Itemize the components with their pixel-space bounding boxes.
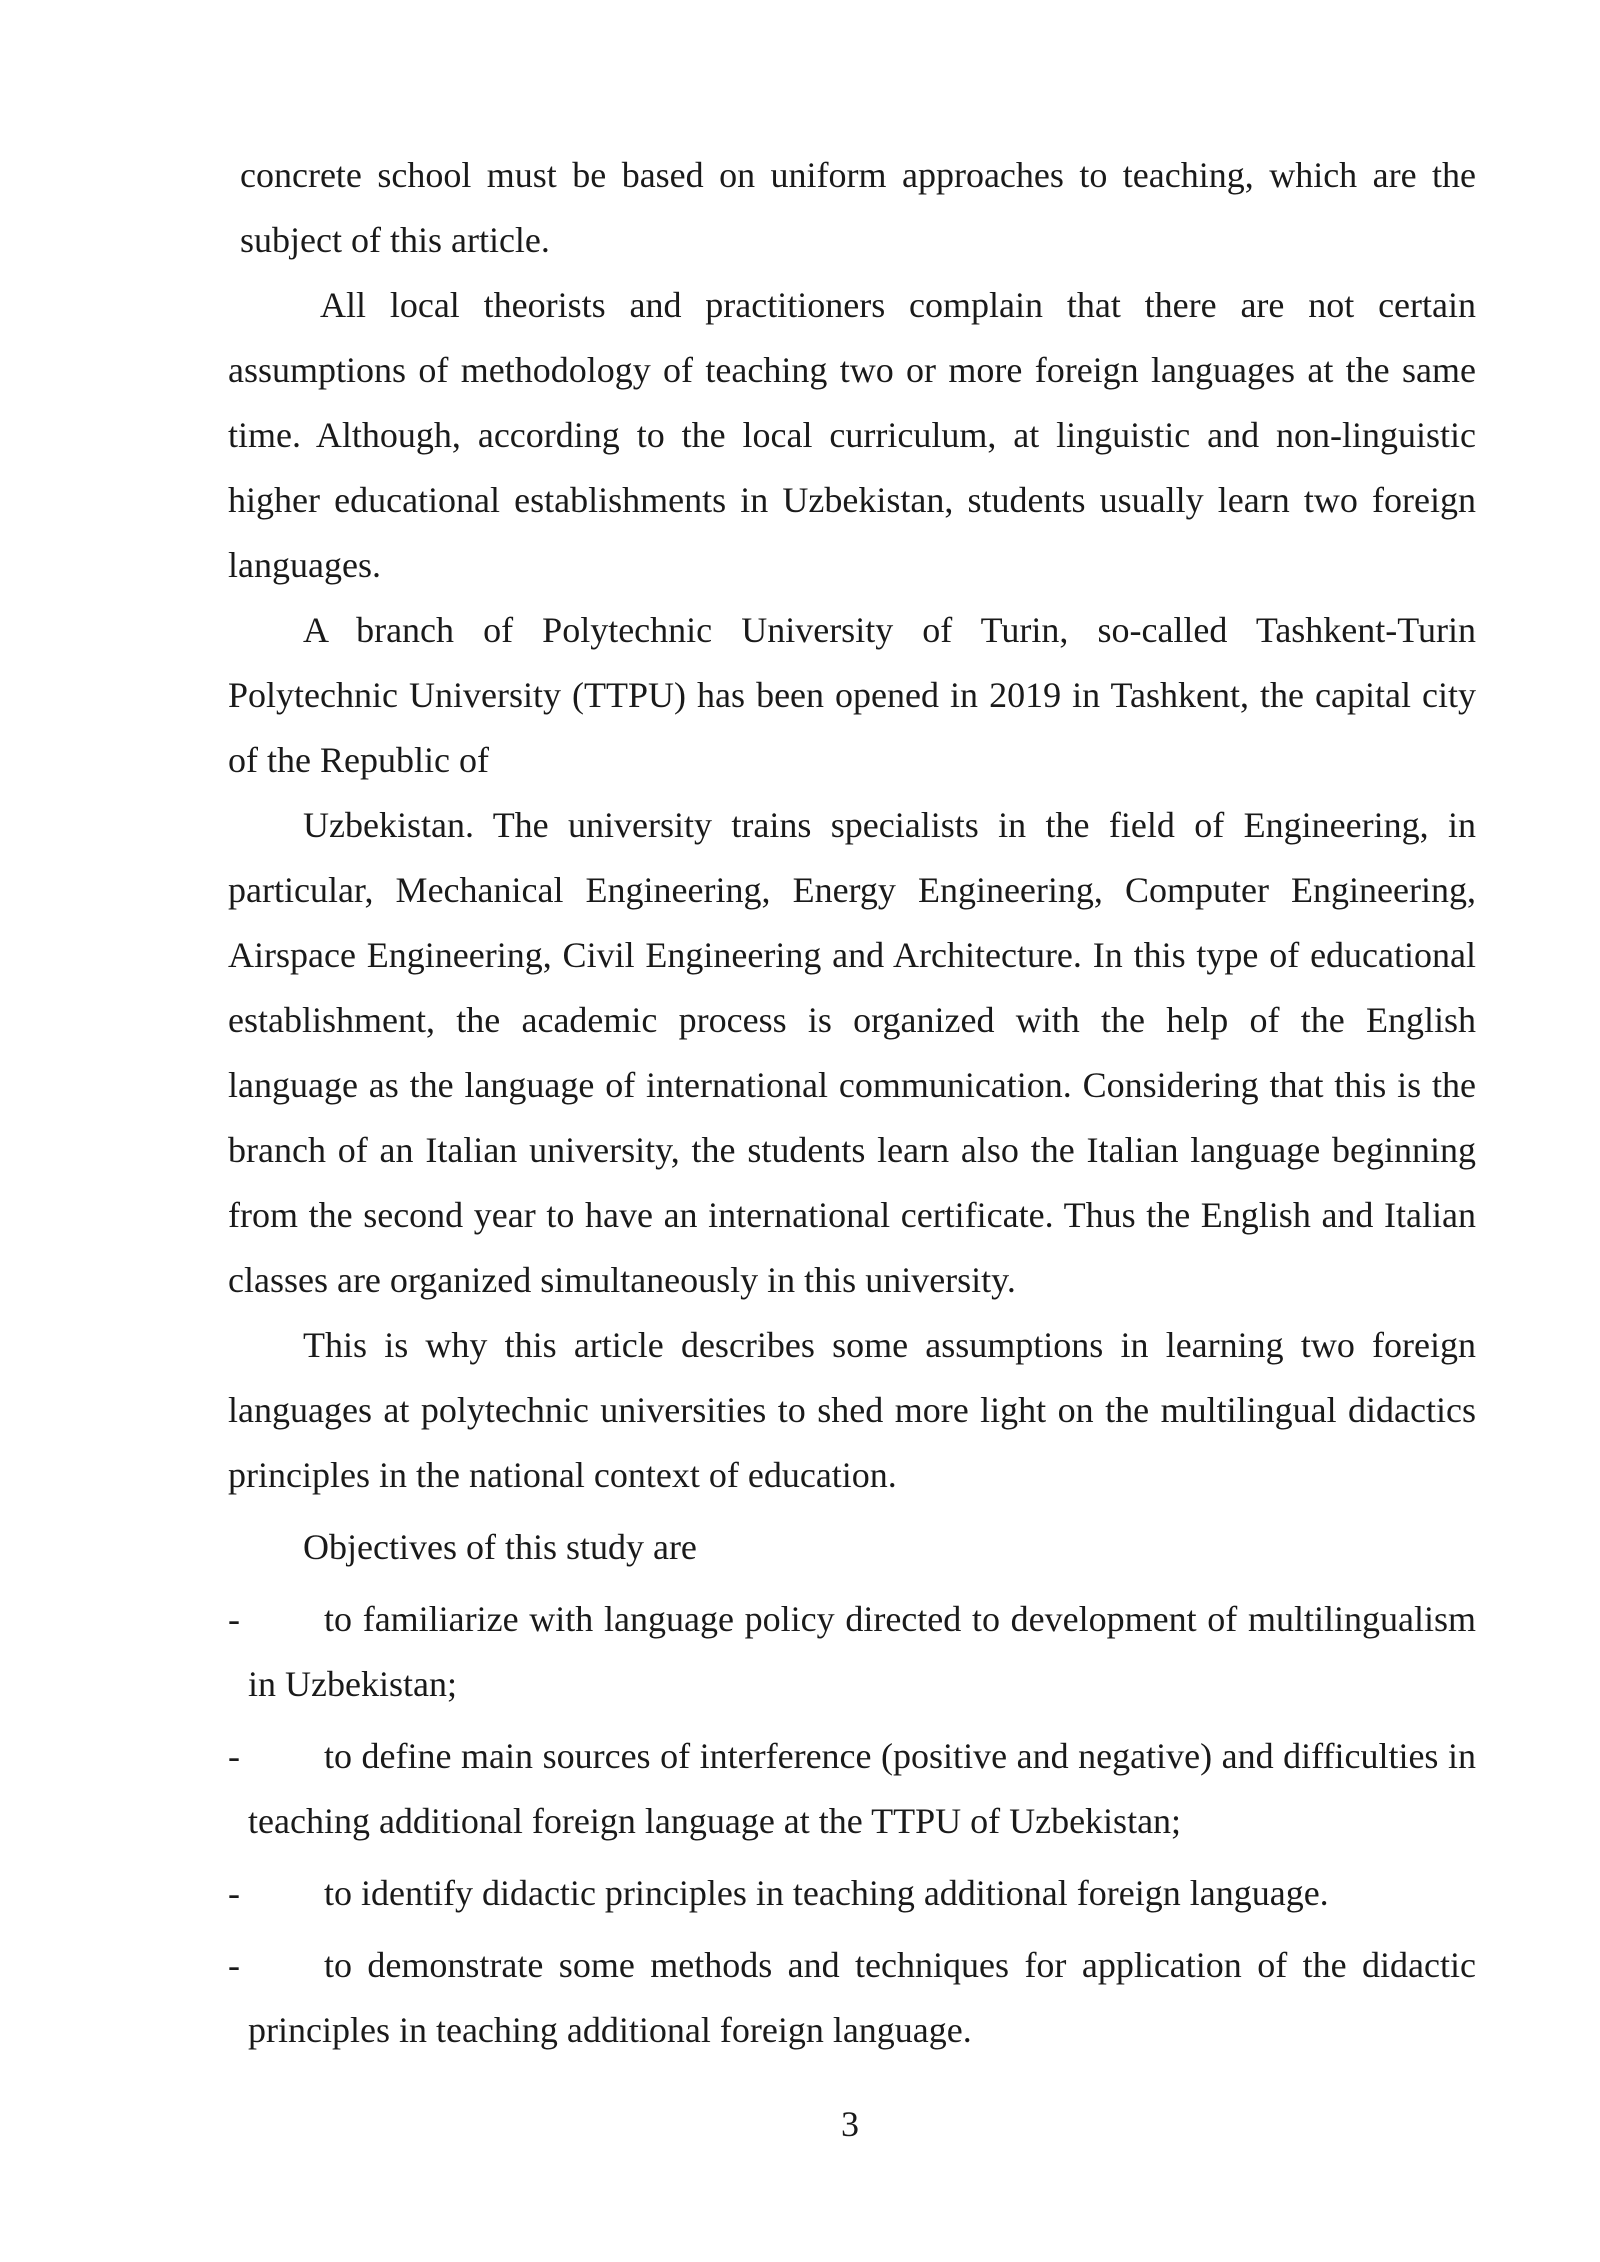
paragraph-4	[228, 1313, 1476, 1508]
paragraph-text: This is why this article describes some assumptions in learning two foreign languages at polytechnic universities to shed more light on the multilingual didactics principles in the national context of education.	[228, 1325, 1476, 1495]
objectives-intro	[228, 1515, 1476, 1580]
list-item-text: to familiarize with language policy directed to development of multilingualism in Uzbekistan;	[248, 1599, 1476, 1704]
paragraph-text: Objectives of this study are	[303, 1527, 697, 1567]
list-item	[228, 1933, 1476, 2063]
paragraph-text: concrete school must be based on uniform approaches to teaching, which are the subject of this article.	[240, 155, 1476, 260]
paragraph-text: Uzbekistan. The university trains specialists in the field of Engineering, in particular, Mechanical Engineering, Energy Engineering, Computer Engineering, Airspace Engineering, Civil Engineering and Architecture. In this type of educational establishment, the academic process is organized with the help of the English language as the language of international communication. Considering that this is the branch of an Italian university, the students learn also the Italian language beginning from the second year to have an international certificate. Thus the English and Italian classes are organized simultaneously in this university.	[228, 805, 1476, 1300]
paragraph-text: All local theorists and practitioners complain that there are not certain assumptions of methodology of teaching two or more foreign languages at the same time. Although, according to the local curriculum, at linguistic and non-linguistic higher educational establishments in Uzbekistan, students usually learn two foreign languages.	[228, 285, 1476, 585]
list-item-text: to identify didactic principles in teaching additional foreign language.	[324, 1873, 1329, 1913]
list-item-text: to demonstrate some methods and techniques for application of the didactic principles in teaching additional foreign language.	[248, 1945, 1476, 2050]
paragraph-3	[228, 793, 1476, 1313]
paragraph-1	[228, 273, 1476, 598]
list-item	[228, 1724, 1476, 1854]
paragraph-continuation	[228, 143, 1476, 273]
bullet-dash: -	[228, 1736, 240, 1776]
list-item	[228, 1861, 1476, 1926]
bullet-dash: -	[228, 1873, 240, 1913]
paragraph-text: A branch of Polytechnic University of Turin, so-called Tashkent-Turin Polytechnic University (TTPU) has been opened in 2019 in Tashkent, the capital city of the Republic of	[228, 610, 1476, 780]
bullet-dash: -	[228, 1945, 240, 1985]
list-item	[228, 1587, 1476, 1717]
list-item-text: to define main sources of interference (positive and negative) and difficulties in teaching additional foreign language at the TTPU of Uzbekistan;	[248, 1736, 1476, 1841]
page-number: 3	[841, 2104, 859, 2144]
bullet-dash: -	[228, 1599, 240, 1639]
paragraph-2	[228, 598, 1476, 793]
